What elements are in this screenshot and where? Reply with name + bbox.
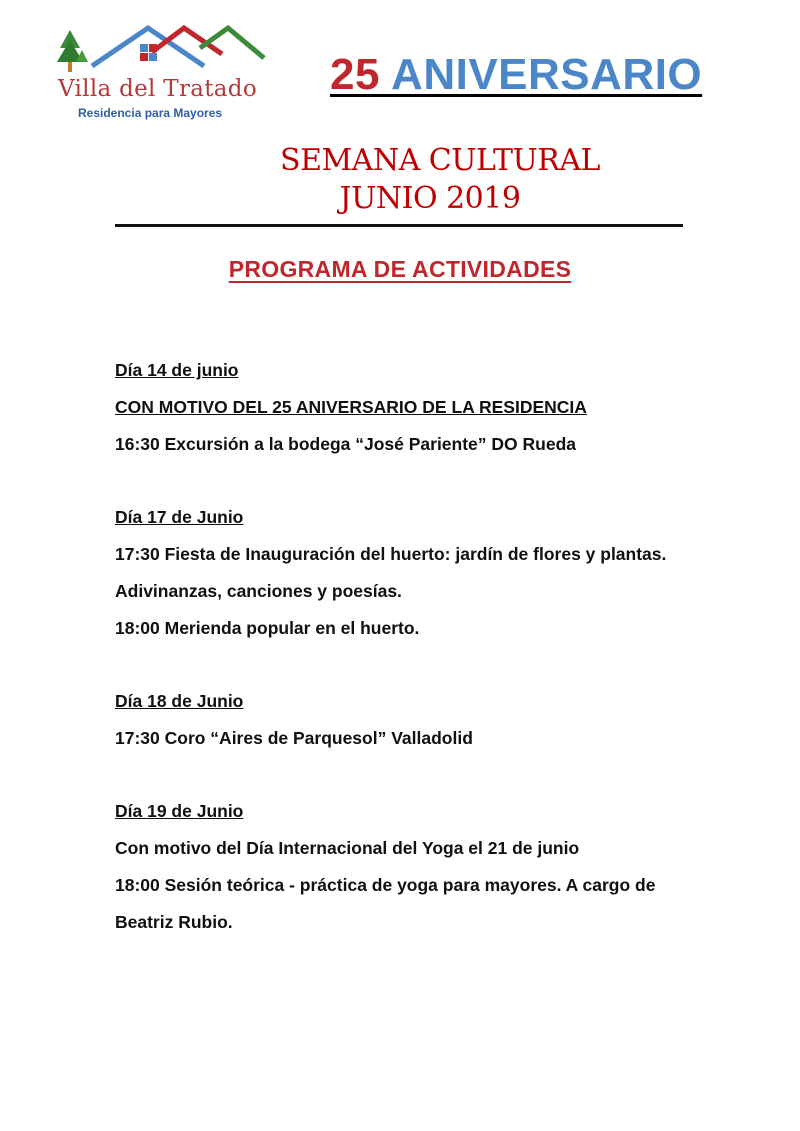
event-heading [0, 142, 800, 218]
day-line: 17:30 Coro “Aires de Parquesol” Valladolid [115, 728, 473, 748]
event-date: JUNIO 2019 [339, 181, 521, 216]
day-title: Día 18 de Junio [115, 691, 244, 711]
activity-list [115, 352, 715, 977]
day-block [115, 352, 715, 463]
logo-subtitle: Residencia para Mayores [78, 106, 223, 120]
day-line: CON MOTIVO DEL 25 ANIVERSARIO DE LA RESIDENCIA [115, 397, 587, 417]
house-roofs-icon [52, 22, 267, 82]
day-line: 18:00 Sesión teórica - práctica de yoga para mayores. A cargo de [115, 875, 656, 895]
residence-logo [52, 22, 267, 122]
anniversary-number: 25 [330, 50, 380, 99]
anniversary-word: ANIVERSARIO [391, 50, 703, 99]
day-line: Adivinanzas, canciones y poesías. [115, 581, 402, 601]
divider-line [115, 224, 683, 227]
day-title: Día 19 de Junio [115, 801, 244, 821]
day-block [115, 499, 715, 647]
day-line: 16:30 Excursión a la bodega “José Pariente” DO Rueda [115, 434, 576, 454]
day-block [115, 793, 715, 941]
event-title: SEMANA CULTURAL [280, 143, 600, 178]
day-title: Día 17 de Junio [115, 507, 244, 527]
day-line: 18:00 Merienda popular en el huerto. [115, 618, 420, 638]
day-block [115, 683, 715, 757]
logo-name: Villa del Tratado [58, 76, 257, 102]
day-line: Beatriz Rubio. [115, 912, 233, 932]
day-title: Día 14 de junio [115, 360, 239, 380]
day-line: 17:30 Fiesta de Inauguración del huerto: jardín de flores y plantas. [115, 544, 667, 564]
tree-icon [57, 30, 88, 72]
anniversary-heading [330, 50, 702, 100]
day-line: Con motivo del Día Internacional del Yoga el 21 de junio [115, 838, 580, 858]
program-title: PROGRAMA DE ACTIVIDADES [228, 256, 572, 282]
